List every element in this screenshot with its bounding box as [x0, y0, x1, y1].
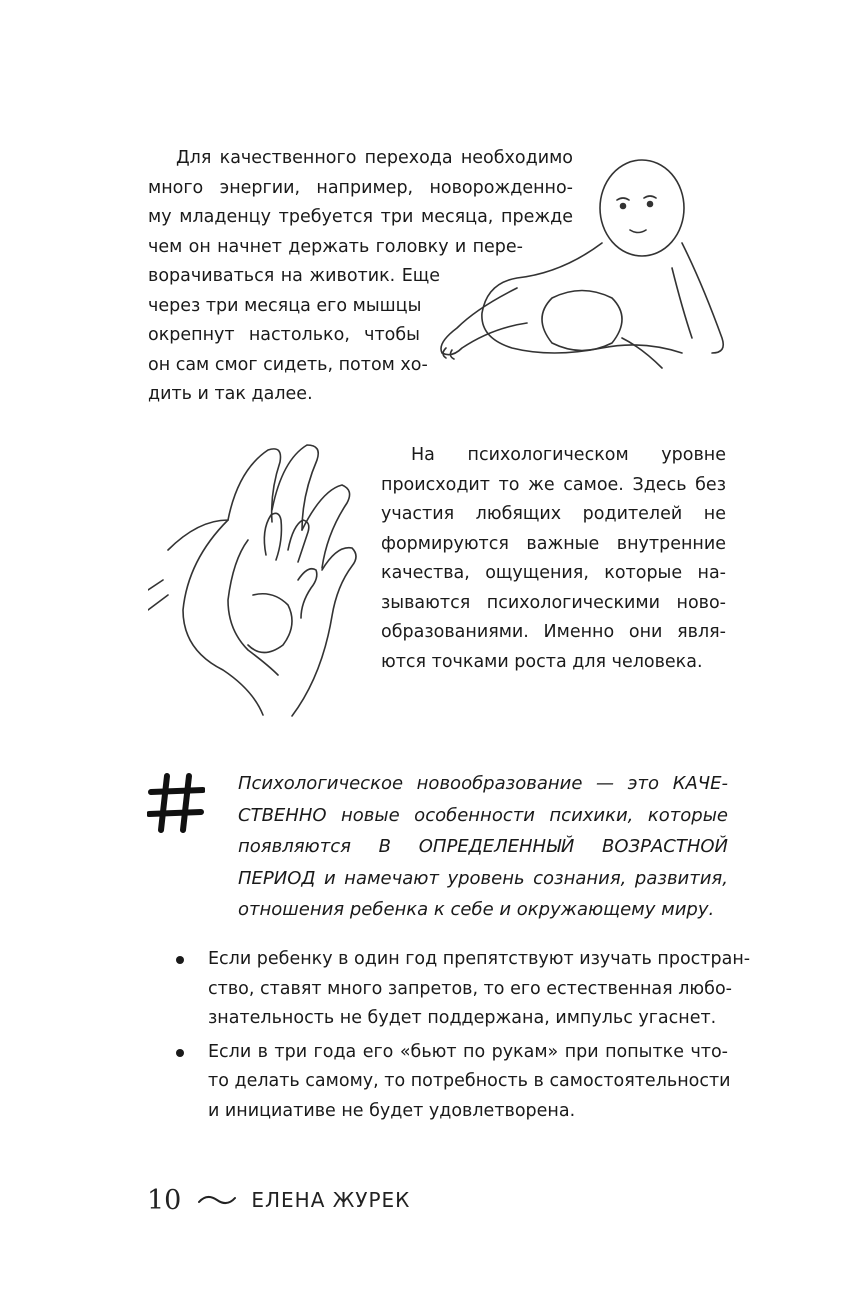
text-line: окрепнут настолько, чтобы: [148, 325, 420, 345]
text-line: образованиями. Именно они явля-: [381, 622, 726, 642]
list-item-line: знательность не будет поддержана, импульс угаснет.: [208, 1008, 717, 1028]
list-item: [172, 945, 751, 1034]
quote-line: появляются В ОПРЕДЕЛЕННЫЙ ВОЗРАСТНОЙ: [238, 836, 728, 857]
list-item-line: Если в три года его «бьют по рукам» при попытке что-: [208, 1041, 728, 1062]
text-line: ются точками роста для человека.: [381, 651, 703, 672]
page-footer: [147, 1180, 410, 1220]
text-line: он сам смог сидеть, потом хо-: [148, 354, 428, 375]
page-number: 10: [147, 1184, 182, 1216]
text-line: зываются психологическими ново-: [381, 592, 726, 613]
list-item-line: то делать самому, то потребность в самостоятельности: [208, 1071, 731, 1091]
text-line: дить и так далее.: [148, 384, 313, 404]
text-line: происходит то же самое. Здесь без: [381, 474, 726, 495]
quote-line: Психологическое новообразование — это КАЧЕ-: [238, 773, 728, 794]
author-name: ЕЛЕНА ЖУРЕК: [251, 1188, 411, 1212]
text-line: через три месяца его мышцы: [148, 295, 422, 316]
text-line: На психологическом уровне: [411, 445, 726, 465]
quote-line: ПЕРИОД и намечают уровень сознания, развития,: [238, 867, 728, 889]
list-item-line: Если ребенку в один год препятствуют изучать простран-: [208, 949, 751, 969]
text-line: му младенцу требуется три месяца, прежде: [148, 207, 573, 227]
text-line: участия любящих родителей не: [381, 504, 726, 524]
list-item: [172, 1038, 731, 1127]
bullet-list: [172, 945, 751, 1130]
tilde-ornament-icon: [197, 1193, 237, 1207]
definition-quote: [238, 768, 728, 926]
hands-illustration: [148, 440, 368, 720]
baby-illustration: [432, 148, 732, 388]
text-line: качества, ощущения, которые на-: [381, 563, 726, 583]
bullet-icon: [176, 1049, 184, 1057]
bullet-icon: [176, 956, 184, 964]
text-line: много энергии, например, новорожденно-: [148, 177, 573, 198]
text-line: Для качественного перехода необходимо: [176, 148, 573, 168]
list-item-line: ство, ставят много запретов, то его естественная любо-: [208, 978, 732, 999]
hash-icon: [147, 772, 205, 834]
text-line: ворачиваться на животик. Еще: [148, 266, 440, 286]
text-line: чем он начнет держать головку и пере-: [148, 236, 523, 257]
paragraph-psychology: [381, 441, 726, 677]
quote-line: отношения ребенка к себе и окружающему миру.: [238, 899, 715, 920]
text-line: формируются важные внутренние: [381, 533, 726, 554]
list-item-line: и инициативе не будет удовлетворена.: [208, 1100, 576, 1121]
quote-line: СТВЕННО новые особенности психики, которые: [238, 804, 728, 826]
